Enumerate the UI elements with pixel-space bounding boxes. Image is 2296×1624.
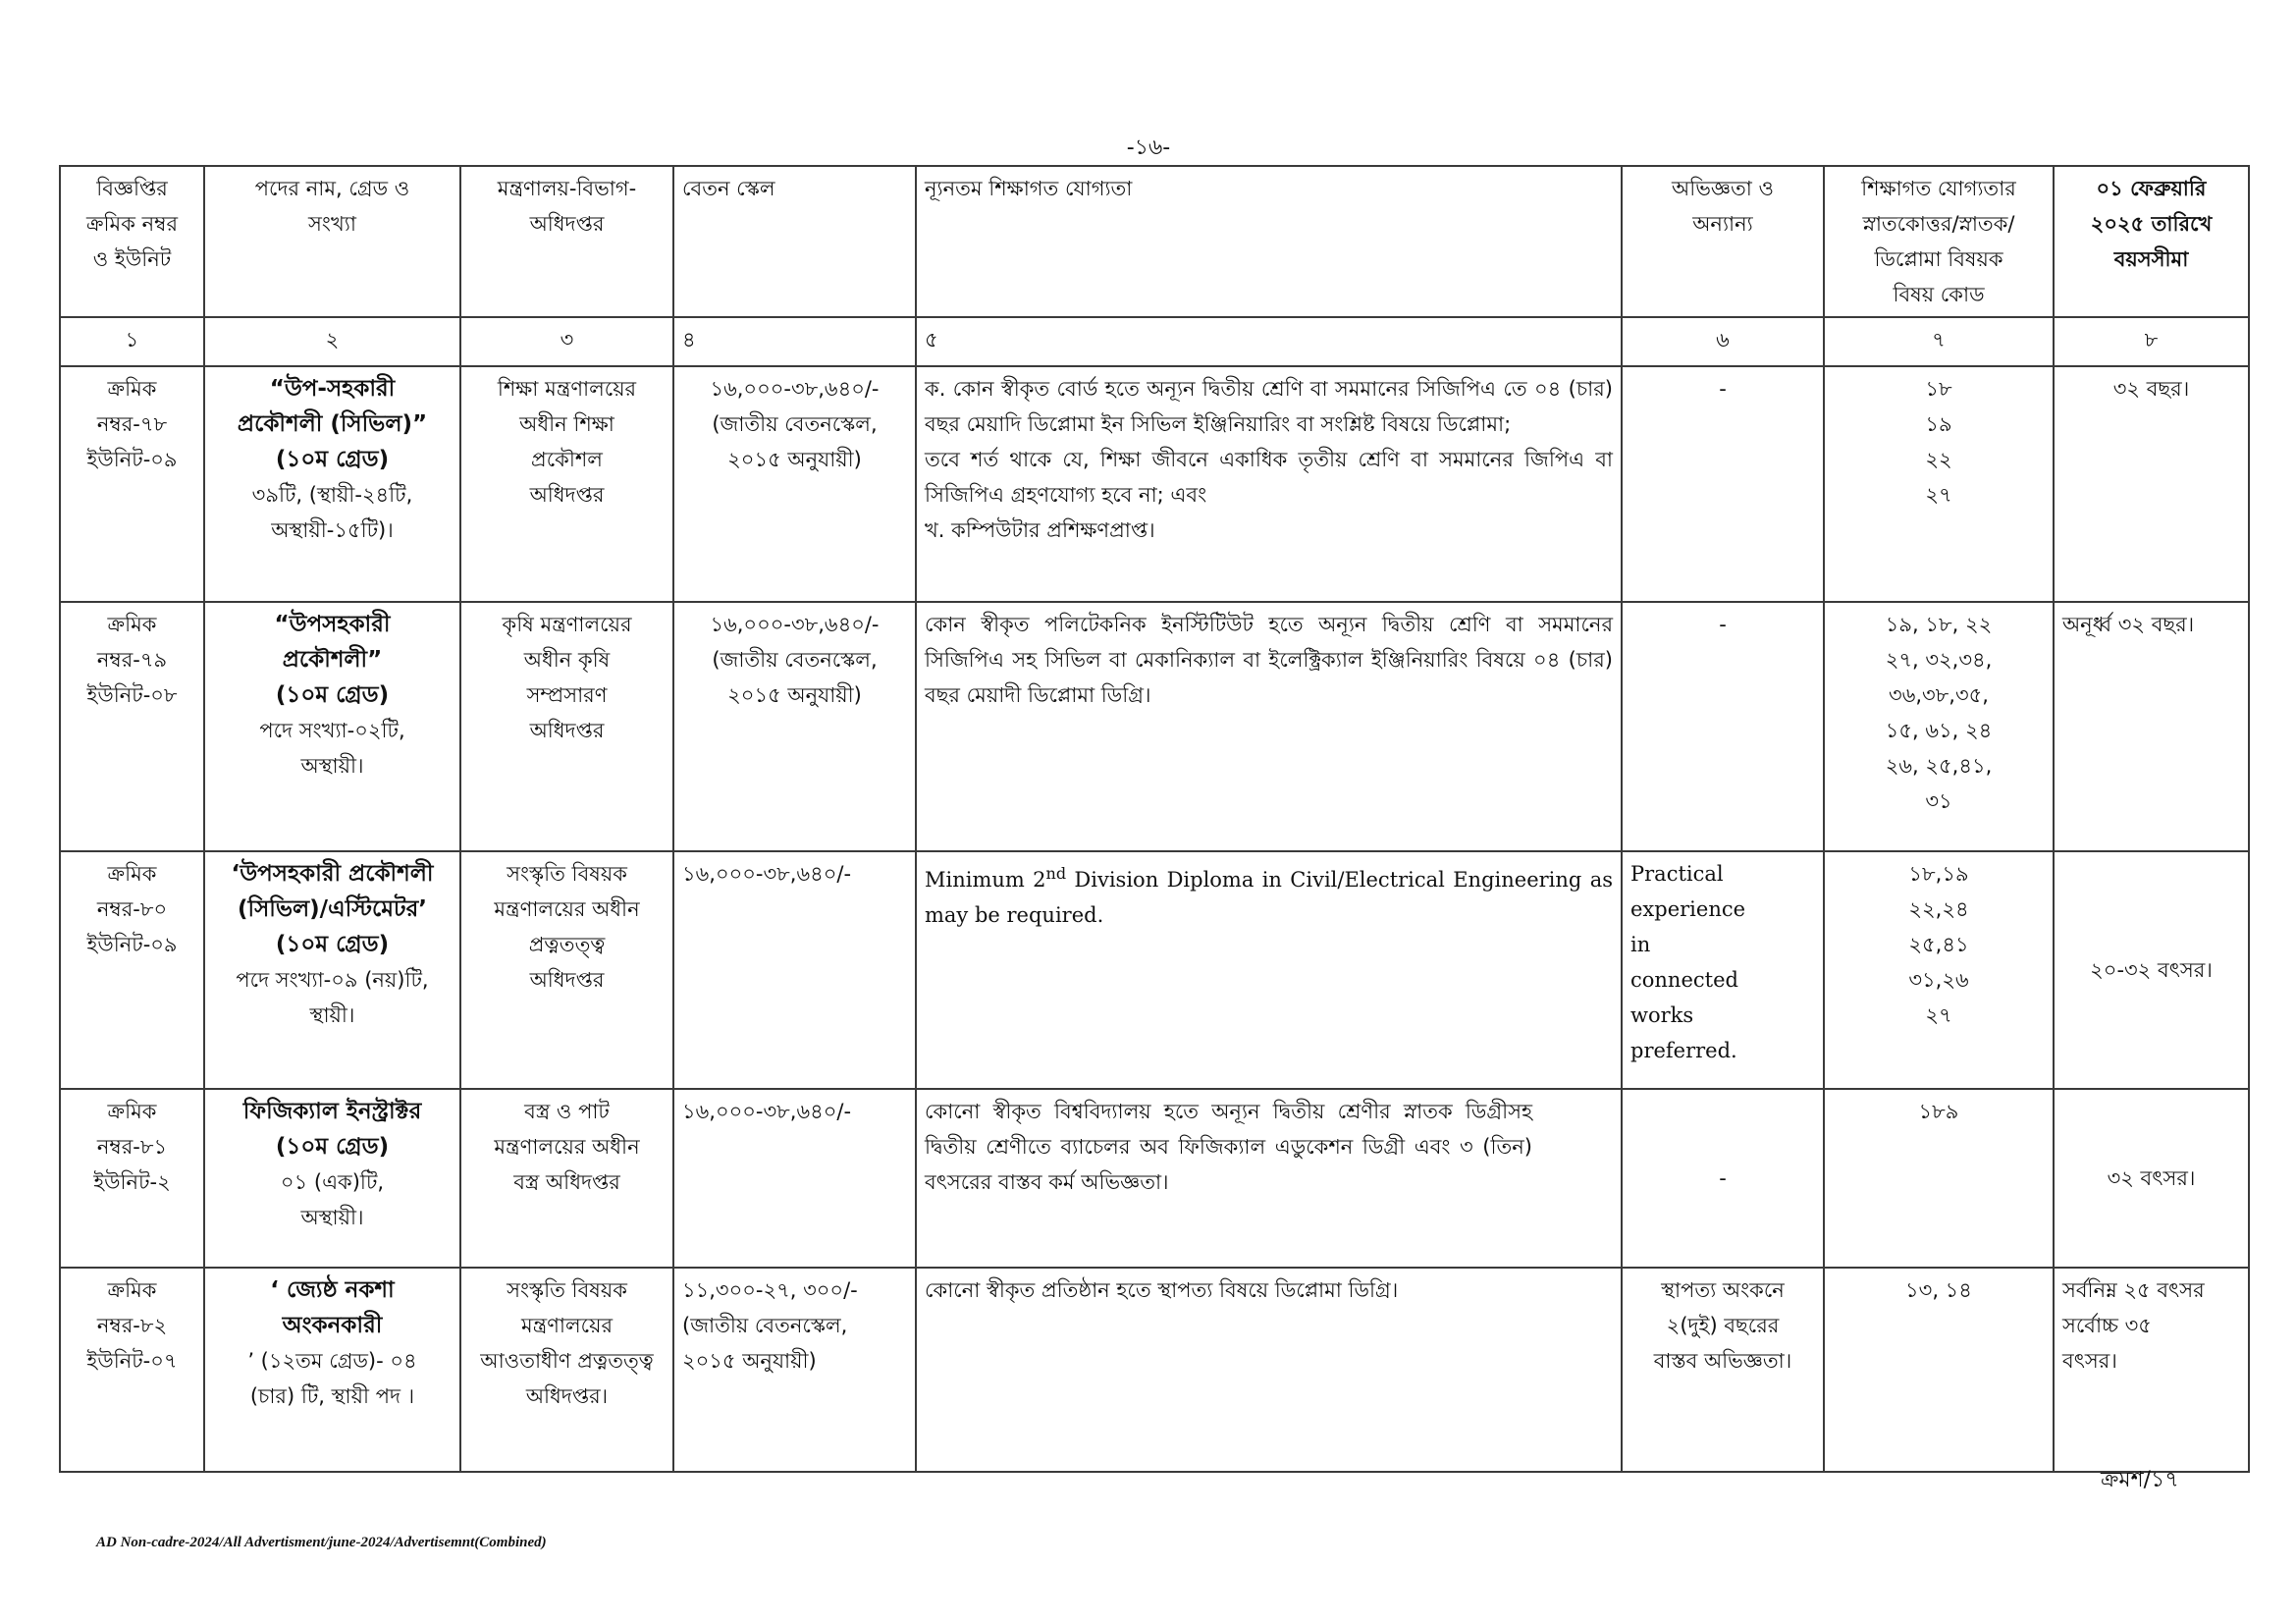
header-qualification: ন্যূনতম শিক্ষাগত যোগ্যতা (916, 166, 1622, 317)
experience-cell: - (1622, 366, 1824, 602)
pay-scale-cell: ১৬,০০০-৩৮,৬৪০/- (জাতীয় বেতনস্কেল, ২০১৫ অনুযায়ী) (673, 602, 916, 851)
post-cell: ‘উপসহকারী প্রকৌশলী (সিভিল)/এস্টিমেটর’ (১০ম গ্রেড) পদে সংখ্যা-০৯ (নয়)টি, স্থায়ী। (204, 851, 460, 1089)
ministry-cell: শিক্ষা মন্ত্রণালয়ের অধীন শিক্ষা প্রকৌশল অধিদপ্তর (460, 366, 673, 602)
header-pay-scale: বেতন স্কেল (673, 166, 916, 317)
ministry-cell: সংস্কৃতি বিষয়ক মন্ত্রণালয়ের অধীন প্রত্নতত্ত্ব অধিদপ্তর (460, 851, 673, 1089)
age-limit-cell: অনূর্ধ্ব ৩২ বছর। (2054, 602, 2249, 851)
table-row (60, 602, 2249, 851)
column-number: ৮ (2054, 317, 2249, 366)
experience-cell: - (1622, 602, 1824, 851)
table-row (60, 1268, 2249, 1472)
column-number-row (60, 317, 2249, 366)
footer-path: AD Non-cadre-2024/All Advertisment/june-2024/Advertisemnt(Combined) (96, 1535, 547, 1550)
header-post-name: পদের নাম, গ্রেড ও সংখ্যা (204, 166, 460, 317)
continued-label: ক্রমশ/১৭ (2101, 1468, 2179, 1492)
age-limit-cell: ৩২ বছর। (2054, 366, 2249, 602)
subject-code-cell: ১৮৯ (1824, 1089, 2054, 1268)
experience-cell: স্থাপত্য অংকনে ২(দুই) বছরের বাস্তব অভিজ্ঞতা। (1622, 1268, 1824, 1472)
ministry-cell: কৃষি মন্ত্রণালয়ের অধীন কৃষি সম্প্রসারণ অধিদপ্তর (460, 602, 673, 851)
qualification-cell: Minimum 2nd Division Diploma in Civil/Electrical Engineering as may be required. (916, 851, 1622, 1089)
subject-code-cell: ১৩, ১৪ (1824, 1268, 2054, 1472)
column-number: ১ (60, 317, 204, 366)
table-row (60, 366, 2249, 602)
age-limit-cell: সর্বনিম্ন ২৫ বৎসর সর্বোচ্চ ৩৫ বৎসর। (2054, 1268, 2249, 1472)
column-number: ২ (204, 317, 460, 366)
pay-scale-cell: ১১,৩০০-২৭, ৩০০/- (জাতীয় বেতনস্কেল, ২০১৫ অনুযায়ী) (673, 1268, 916, 1472)
header-serial-unit: বিজ্ঞপ্তির ক্রমিক নম্বর ও ইউনিট (60, 166, 204, 317)
pay-scale-cell: ১৬,০০০-৩৮,৬৪০/- (জাতীয় বেতনস্কেল, ২০১৫ অনুযায়ী) (673, 366, 916, 602)
pay-scale-cell: ১৬,০০০-৩৮,৬৪০/- (673, 1089, 916, 1268)
column-number: ৫ (916, 317, 1622, 366)
pay-scale-cell: ১৬,০০০-৩৮,৬৪০/- (673, 851, 916, 1089)
age-limit-cell: ২০-৩২ বৎসর। (2054, 851, 2249, 1089)
ministry-cell: বস্ত্র ও পাট মন্ত্রণালয়ের অধীন বস্ত্র অধিদপ্তর (460, 1089, 673, 1268)
header-subject-code: শিক্ষাগত যোগ্যতার স্নাতকোত্তর/স্নাতক/ ডিপ্লোমা বিষয়ক বিষয় কোড (1824, 166, 2054, 317)
serial-cell: ক্রমিক নম্বর-৮২ ইউনিট-০৭ (60, 1268, 204, 1472)
column-number: ৩ (460, 317, 673, 366)
post-cell: ফিজিক্যাল ইনস্ট্রাক্টর (১০ম গ্রেড) ০১ (এক)টি, অস্থায়ী। (204, 1089, 460, 1268)
age-limit-cell: ৩২ বৎসর। (2054, 1089, 2249, 1268)
table-row (60, 851, 2249, 1089)
column-number: ৬ (1622, 317, 1824, 366)
post-cell: “উপ-সহকারী প্রকৌশলী (সিভিল)” (১০ম গ্রেড) ৩৯টি, (স্থায়ী-২৪টি, অস্থায়ী-১৫টি)। (204, 366, 460, 602)
header-experience: অভিজ্ঞতা ও অন্যান্য (1622, 166, 1824, 317)
experience-cell: - (1622, 1089, 1824, 1268)
ministry-cell: সংস্কৃতি বিষয়ক মন্ত্রণালয়ের আওতাধীণ প্রত্নতত্ত্ব অধিদপ্তর। (460, 1268, 673, 1472)
subject-code-cell: ১৮,১৯ ২২,২৪ ২৫,৪১ ৩১,২৬ ২৭ (1824, 851, 2054, 1089)
qualification-cell: ক. কোন স্বীকৃত বোর্ড হতে অন্যূন দ্বিতীয় শ্রেণি বা সমমানের সিজিপিএ তে ০৪ (চার) বছর মেয়াদি ডিপ্লোমা ইন সিভিল ইঞ্জিনিয়ারিং বা সংশ্লিষ্ট বিষয়ে ডিপ্লোমা; তবে শর্ত থাকে যে, শিক্ষা জীবনে একাধিক তৃতীয় শ্রেণি বা সমমানের জিপিএ বা সিজিপিএ গ্রহণযোগ্য হবে না; এবং খ. কম্পিউটার প্রশিক্ষণপ্রাপ্ত। (916, 366, 1622, 602)
post-cell: “উপসহকারী প্রকৌশলী” (১০ম গ্রেড) পদে সংখ্যা-০২টি, অস্থায়ী। (204, 602, 460, 851)
serial-cell: ক্রমিক নম্বর-৭৯ ইউনিট-০৮ (60, 602, 204, 851)
qualification-cell: কোনো স্বীকৃত বিশ্ববিদ্যালয় হতে অন্যূন দ্বিতীয় শ্রেণীর স্নাতক ডিগ্রীসহ দ্বিতীয় শ্রেণীতে ব্যাচেলর অব ফিজিক্যাল এডুকেশন ডিগ্রী এবং ৩ (তিন) বৎসরের বাস্তব কর্ম অভিজ্ঞতা। (916, 1089, 1622, 1268)
recruitment-table (59, 165, 2250, 1473)
page-number: -১৬- (1126, 135, 1171, 160)
header-row (60, 166, 2249, 317)
subject-code-cell: ১৮ ১৯ ২২ ২৭ (1824, 366, 2054, 602)
column-number: ৭ (1824, 317, 2054, 366)
serial-cell: ক্রমিক নম্বর-৮১ ইউনিট-২ (60, 1089, 204, 1268)
subject-code-cell: ১৯, ১৮, ২২ ২৭, ৩২,৩৪, ৩৬,৩৮,৩৫, ১৫, ৬১, ২৪ ২৬, ২৫,৪১, ৩১ (1824, 602, 2054, 851)
post-cell: ‘ জ্যেষ্ঠ নকশা অংকনকারী ’ (১২তম গ্রেড)- ০৪ (চার) টি, স্থায়ী পদ । (204, 1268, 460, 1472)
header-ministry: মন্ত্রণালয়-বিভাগ- অধিদপ্তর (460, 166, 673, 317)
table-row (60, 1089, 2249, 1268)
serial-cell: ক্রমিক নম্বর-৮০ ইউনিট-০৯ (60, 851, 204, 1089)
column-number: ৪ (673, 317, 916, 366)
header-age-limit: ০১ ফেব্রুয়ারি ২০২৫ তারিখে বয়সসীমা (2054, 166, 2249, 317)
qualification-cell: কোন স্বীকৃত পলিটেকনিক ইনস্টিটিউট হতে অন্যূন দ্বিতীয় শ্রেণি বা সমমানের সিজিপিএ সহ সিভিল বা মেকানিক্যাল বা ইলেক্ট্রিক্যাল ইঞ্জিনিয়ারিং বিষয়ে ০৪ (চার) বছর মেয়াদী ডিপ্লোমা ডিগ্রি। (916, 602, 1622, 851)
experience-cell: Practical experience in connected works preferred. (1622, 851, 1824, 1089)
serial-cell: ক্রমিক নম্বর-৭৮ ইউনিট-০৯ (60, 366, 204, 602)
qualification-cell: কোনো স্বীকৃত প্রতিষ্ঠান হতে স্থাপত্য বিষয়ে ডিপ্লোমা ডিগ্রি। (916, 1268, 1622, 1472)
